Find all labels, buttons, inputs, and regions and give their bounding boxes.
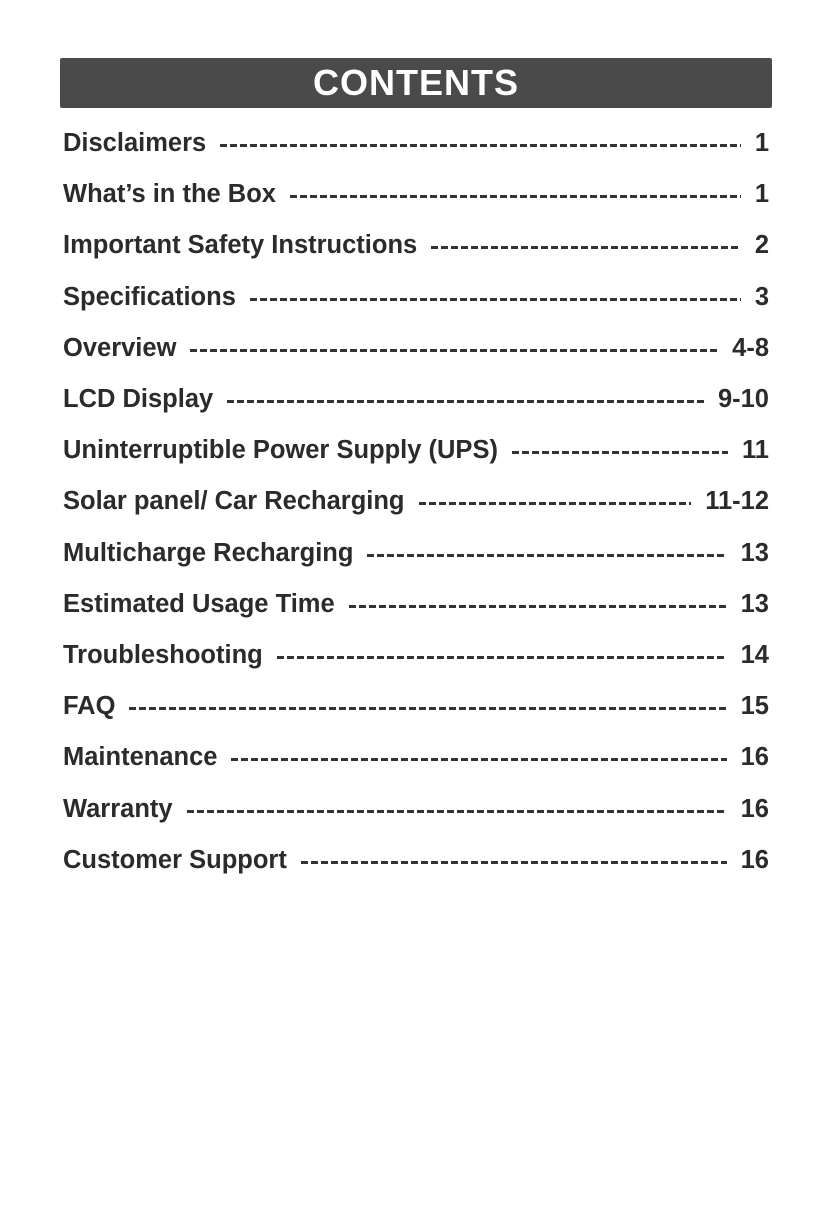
- toc-leader-dashes: [277, 656, 727, 659]
- toc-leader-dashes: [512, 451, 728, 454]
- toc-entry-whats-in-the-box[interactable]: [63, 169, 769, 220]
- toc-entry-page: 9-10: [717, 385, 769, 414]
- toc-leader-dashes: [250, 298, 741, 301]
- toc-entry-page: 16: [740, 794, 769, 823]
- toc-entry-page: 11: [742, 436, 769, 465]
- toc-leader-dashes: [129, 707, 726, 710]
- toc-entry-multicharge-recharging[interactable]: [63, 528, 769, 579]
- toc-entry-ups[interactable]: [63, 425, 769, 476]
- toc-leader-dashes: [187, 810, 727, 813]
- toc-leader-dashes: [227, 400, 704, 403]
- toc-leader-dashes: [367, 554, 726, 557]
- toc-entry-label: Maintenance: [63, 743, 218, 772]
- toc-entry-faq[interactable]: [63, 681, 769, 732]
- toc-entry-page: 11-12: [705, 487, 769, 516]
- toc-entry-page: 1: [754, 129, 769, 158]
- toc-entry-label: FAQ: [63, 692, 116, 721]
- page-title: CONTENTS: [313, 62, 519, 103]
- toc-entry-label: Solar panel/ Car Recharging: [63, 487, 405, 516]
- toc-entry-page: 13: [740, 589, 769, 618]
- toc-entry-page: 14: [740, 640, 769, 669]
- toc-entry-page: 13: [740, 538, 769, 567]
- toc-leader-dashes: [431, 246, 741, 249]
- toc-entry-page: 2: [754, 231, 769, 260]
- contents-banner: [60, 58, 772, 108]
- table-of-contents: [63, 118, 769, 886]
- toc-leader-dashes: [290, 195, 741, 198]
- toc-entry-label: Overview: [63, 333, 177, 362]
- toc-entry-overview[interactable]: [63, 323, 769, 374]
- toc-entry-page: 1: [754, 180, 769, 209]
- toc-entry-lcd-display[interactable]: [63, 374, 769, 425]
- toc-entry-label: Customer Support: [63, 845, 287, 874]
- toc-entry-label: LCD Display: [63, 385, 214, 414]
- toc-entry-troubleshooting[interactable]: [63, 630, 769, 681]
- toc-entry-maintenance[interactable]: [63, 732, 769, 783]
- toc-entry-label: Disclaimers: [63, 129, 207, 158]
- toc-entry-label: Estimated Usage Time: [63, 589, 335, 618]
- toc-entry-specifications[interactable]: [63, 272, 769, 323]
- toc-entry-page: 4-8: [732, 333, 769, 362]
- toc-entry-page: 3: [754, 282, 769, 311]
- toc-entry-page: 16: [740, 743, 769, 772]
- toc-leader-dashes: [301, 861, 727, 864]
- toc-entry-important-safety-instructions[interactable]: [63, 220, 769, 271]
- toc-entry-label: Troubleshooting: [63, 640, 263, 669]
- toc-entry-label: Warranty: [63, 794, 173, 823]
- toc-entry-estimated-usage-time[interactable]: [63, 579, 769, 630]
- toc-leader-dashes: [220, 144, 741, 147]
- toc-entry-label: What’s in the Box: [63, 180, 276, 209]
- toc-leader-dashes: [419, 502, 692, 505]
- toc-entry-customer-support[interactable]: [63, 835, 769, 886]
- toc-leader-dashes: [231, 758, 726, 761]
- toc-entry-label: Specifications: [63, 282, 236, 311]
- toc-entry-page: 16: [740, 845, 769, 874]
- toc-leader-dashes: [190, 349, 718, 352]
- toc-entry-disclaimers[interactable]: [63, 118, 769, 169]
- toc-entry-solar-car-recharging[interactable]: [63, 476, 769, 527]
- toc-leader-dashes: [349, 605, 727, 608]
- toc-entry-page: 15: [740, 692, 769, 721]
- toc-entry-label: Uninterruptible Power Supply (UPS): [63, 436, 498, 465]
- toc-entry-warranty[interactable]: [63, 783, 769, 834]
- toc-entry-label: Important Safety Instructions: [63, 231, 418, 260]
- toc-entry-label: Multicharge Recharging: [63, 538, 354, 567]
